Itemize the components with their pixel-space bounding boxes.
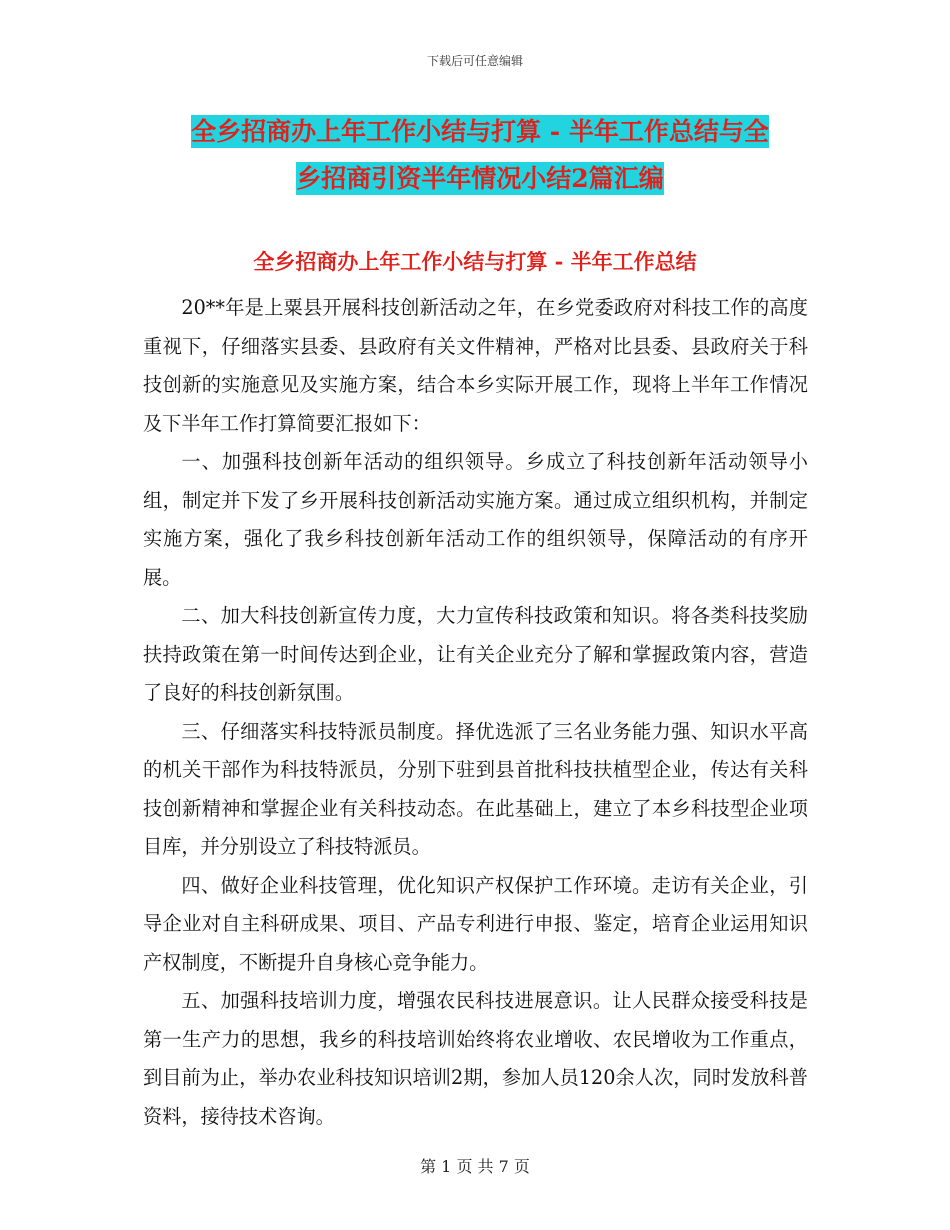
paragraph-intro: 20**年是上粟县开展科技创新活动之年，在乡党委政府对科技工作的高度重视下，仔细落实县委、县政府有关文件精神，严格对比县委、县政府关于科技创新的实施意见及实施方案，结合本乡实际开展工作，现将上半年工作情况及下半年工作打算简要汇报如下： [143,296,808,435]
page-number: 第 1 页 共 7 页 [420,1157,530,1176]
page-header-note: 下载后可任意编辑 [426,54,523,68]
body-text [143,289,808,1136]
paragraph-3: 三、仔细落实科技特派员制度。择优选派了三名业务能力强、知识水平高的机关干部作为科技特派员，分别下驻到县首批科技扶植型企业，传达有关科技创新精神和掌握企业有关科技动态。在此基础上，建立了本乡科技型企业项目库，并分别设立了科技特派员。 [143,719,808,858]
paragraph-2: 二、加大科技创新宣传力度，大力宣传科技政策和知识。将各类科技奖励扶持政策在第一时间传达到企业，让有关企业充分了解和掌握政策内容，营造了良好的科技创新氛围。 [143,604,808,704]
document-title-line-2: 乡招商引资半年情况小结2篇汇编 [296,164,664,193]
paragraph-5: 五、加强科技培训力度，增强农民科技进展意识。让人民群众接受科技是第一生产力的思想，我乡的科技培训始终将农业增收、农民增收为工作重点，到目前为止，举办农业科技知识培训2期，参加人员120余人次，同时发放科普资料，接待技术咨询。 [143,989,808,1128]
document-title-line-1: 全乡招商办上年工作小结与打算 - 半年工作总结与全 [191,117,769,146]
document-title [140,108,820,202]
paragraph-1: 一、加强科技创新年活动的组织领导。乡成立了科技创新年活动领导小组，制定并下发了乡开展科技创新活动实施方案。通过成立组织机构，并制定实施方案，强化了我乡科技创新年活动工作的组织领导，保障活动的有序开展。 [143,450,808,589]
paragraph-4: 四、做好企业科技管理，优化知识产权保护工作环境。走访有关企业，引导企业对自主科研成果、项目、产品专利进行申报、鉴定，培育企业运用知识产权制度，不断提升自身核心竞争能力。 [143,873,808,974]
section-heading: 全乡招商办上年工作小结与打算 - 半年工作总结 [253,249,697,274]
